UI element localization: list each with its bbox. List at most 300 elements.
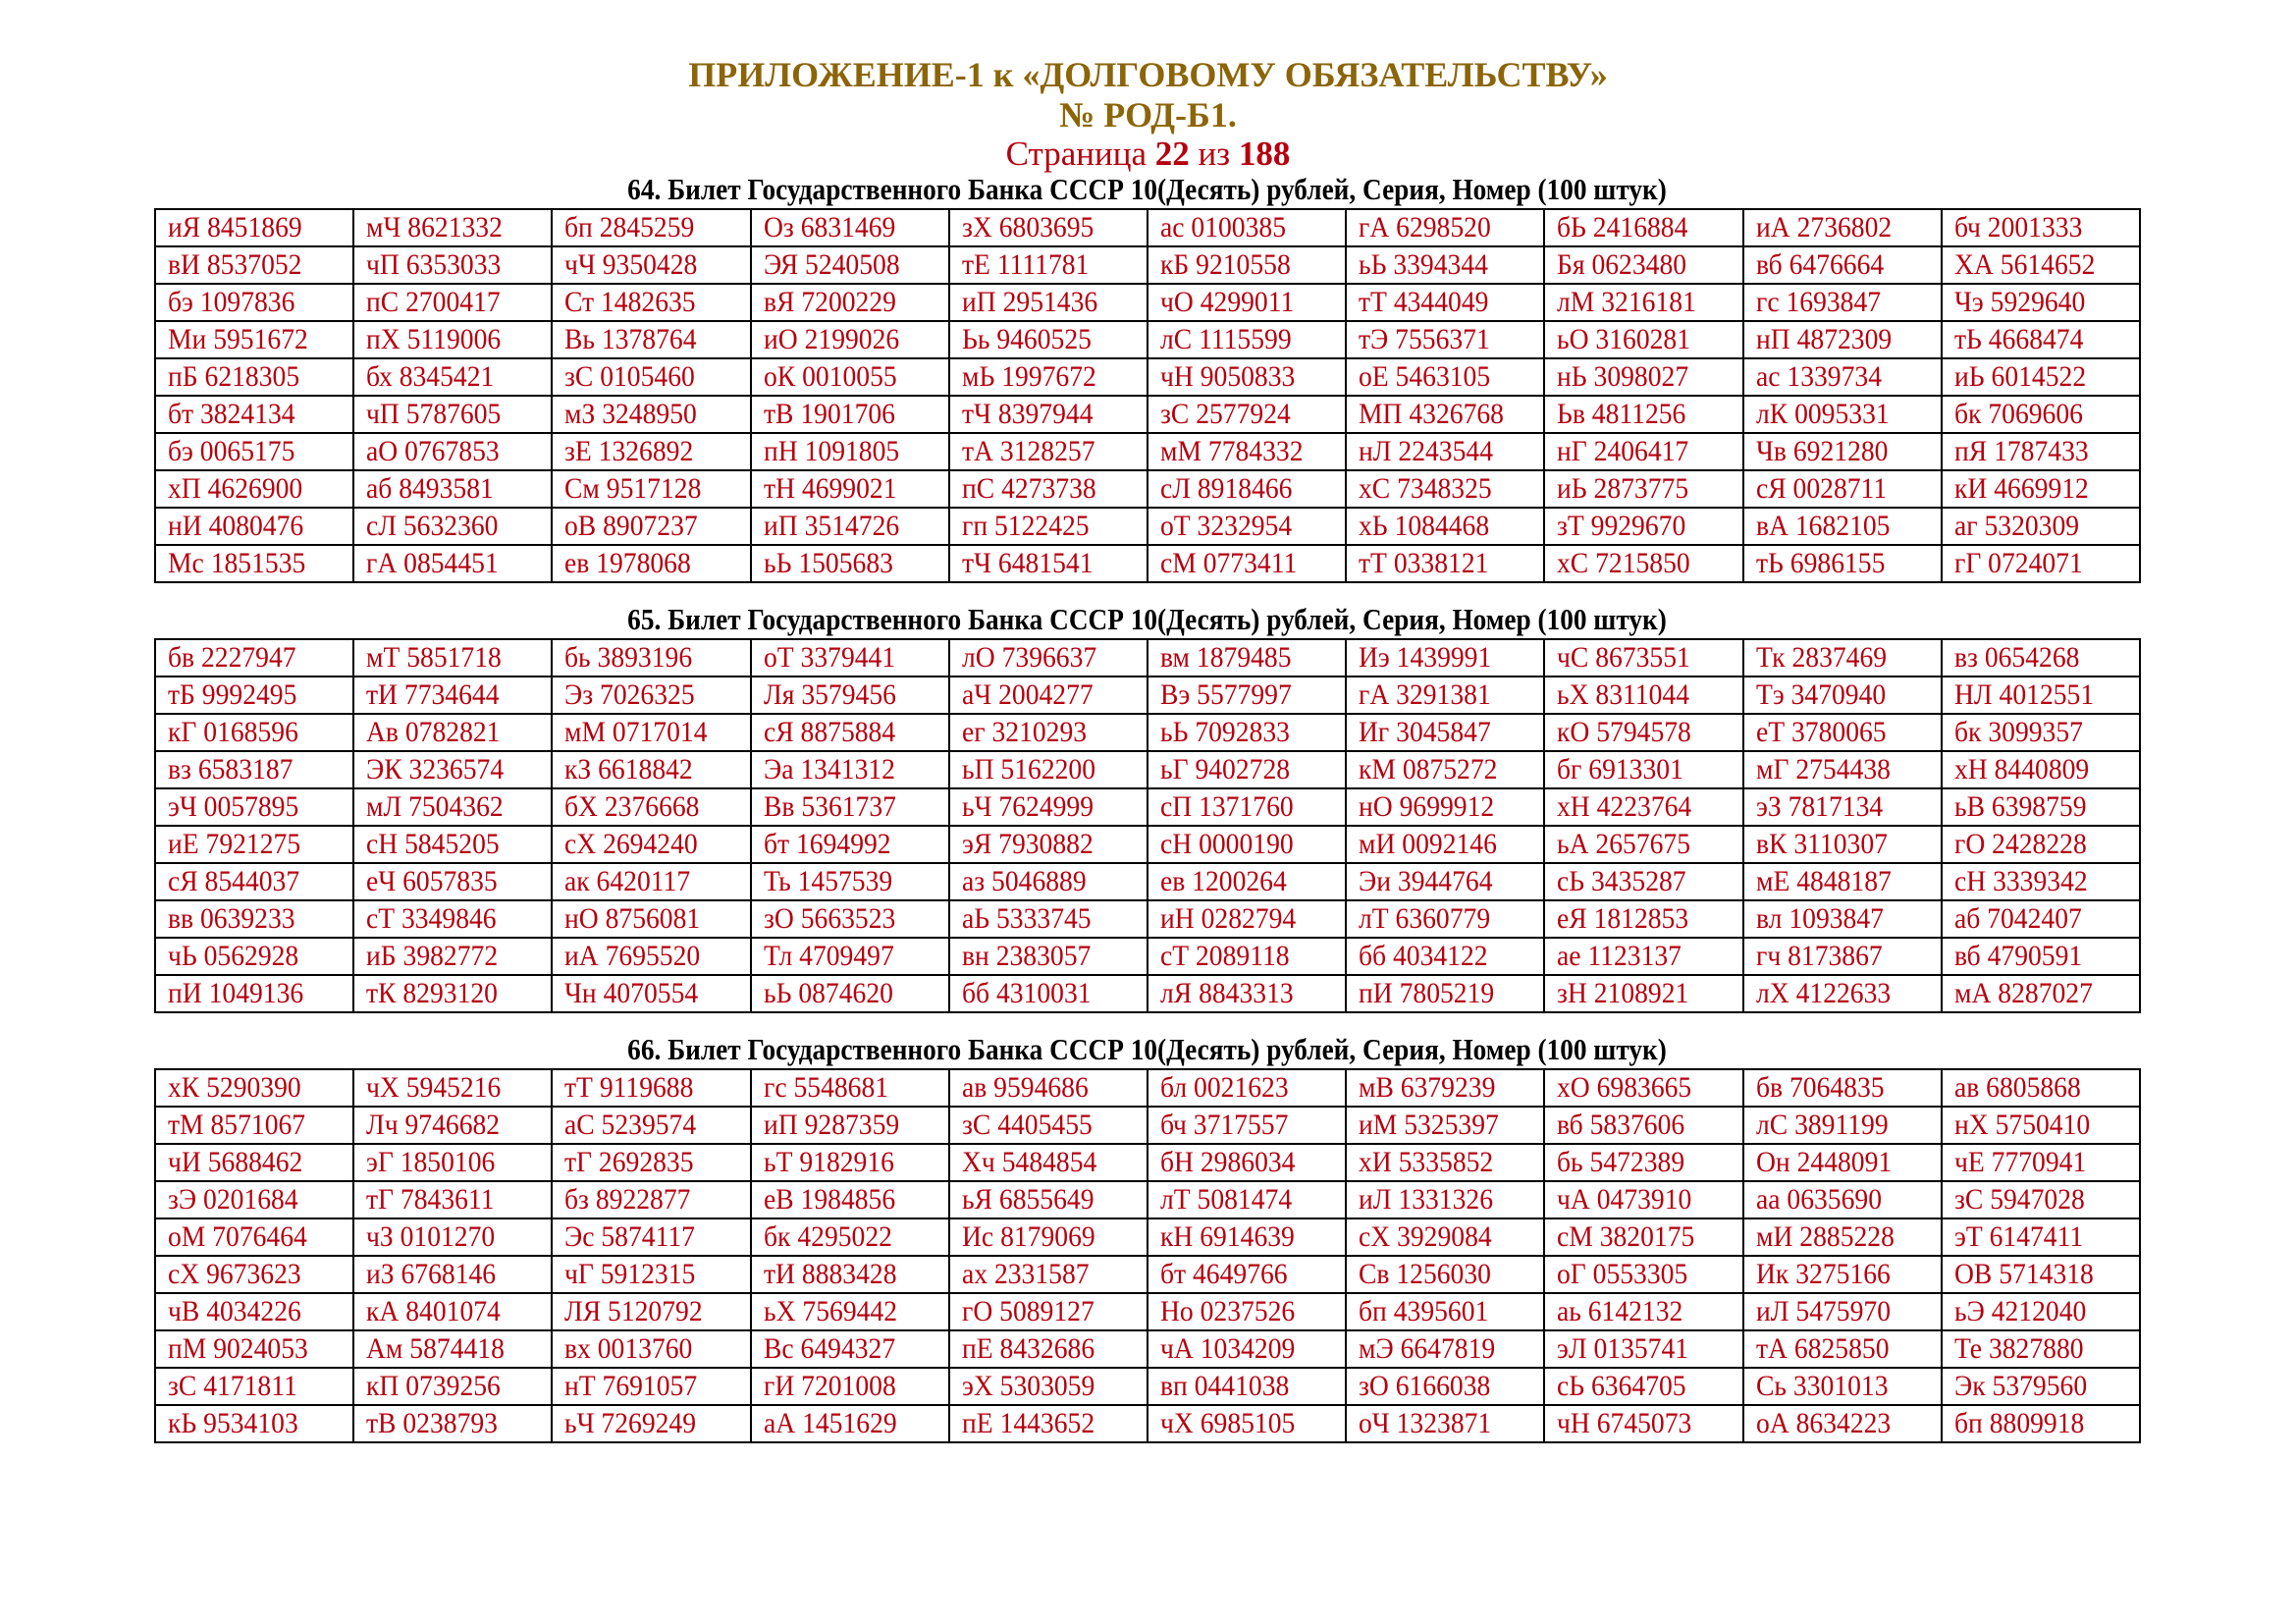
serial-cell <box>1148 1330 1346 1368</box>
serial-cell <box>552 975 750 1012</box>
serial-cell <box>155 714 353 751</box>
serial-number: сЛ 5632360 <box>366 510 499 542</box>
serial-number: бХ 2376668 <box>564 790 700 823</box>
serial-number: гс 1693847 <box>1755 286 1881 318</box>
serial-cell <box>155 284 353 321</box>
serial-number: эЛ 0135741 <box>1557 1332 1689 1365</box>
serial-cell <box>1743 788 1942 826</box>
serial-cell <box>353 396 552 433</box>
serial-cell <box>353 1293 552 1330</box>
serial-number: ев 1978068 <box>564 547 692 579</box>
serial-number: ав 9594686 <box>961 1071 1089 1104</box>
serial-number: бх 8345421 <box>366 360 495 393</box>
serial-number: тА 6825850 <box>1755 1332 1889 1365</box>
serial-number: чЗ 0101270 <box>366 1220 496 1253</box>
serial-cell <box>1544 1069 1742 1107</box>
serial-cell <box>1743 900 1942 938</box>
serial-number: Ис 8179069 <box>961 1220 1095 1253</box>
serial-cell <box>1544 508 1742 545</box>
serial-cell <box>552 900 750 938</box>
serial-number: кН 6914639 <box>1159 1220 1295 1253</box>
serial-number: зХ 6803695 <box>961 211 1095 244</box>
serial-cell <box>1346 826 1544 863</box>
serial-cell <box>1743 714 1942 751</box>
serial-number: вК 3110307 <box>1755 828 1888 860</box>
serial-number: аб 8493581 <box>366 472 494 505</box>
serial-cell <box>1743 1368 1942 1405</box>
serial-cell <box>552 639 750 677</box>
serial-cell <box>1942 321 2140 358</box>
serial-cell <box>1743 751 1942 788</box>
serial-number: ьЧ 7624999 <box>961 790 1094 823</box>
serial-cell <box>155 358 353 396</box>
serial-number: иП 3514726 <box>763 510 899 542</box>
serial-number: аб 7042407 <box>1953 902 2082 935</box>
serial-cell <box>949 826 1148 863</box>
serial-cell <box>155 209 353 246</box>
serial-cell <box>552 1293 750 1330</box>
serial-number: пЕ 1443652 <box>961 1407 1095 1439</box>
serial-number: лЯ 8843313 <box>1159 977 1294 1009</box>
serial-cell <box>1346 246 1544 284</box>
serial-cell <box>353 433 552 470</box>
serial-number: мА 8287027 <box>1953 977 2093 1009</box>
table-row <box>155 1330 2140 1368</box>
serial-number: бз 8922877 <box>564 1183 691 1216</box>
serial-cell <box>1148 321 1346 358</box>
serial-cell <box>1346 938 1544 975</box>
serial-cell <box>1148 639 1346 677</box>
serial-cell <box>751 714 949 751</box>
serial-number: ьЧ 7269249 <box>564 1407 697 1439</box>
serial-number: вз 0654268 <box>1953 641 2080 674</box>
serial-number: Вь 1378764 <box>564 323 697 355</box>
serial-number: сМ 3820175 <box>1557 1220 1695 1253</box>
serial-number: Ав 0782821 <box>366 716 501 748</box>
serial-number: эЯ 7930882 <box>961 828 1094 860</box>
serial-number: вп 0441038 <box>1159 1370 1290 1402</box>
serial-number: еЯ 1812853 <box>1557 902 1689 935</box>
serial-cell <box>552 396 750 433</box>
serial-number: бт 1694992 <box>763 828 891 860</box>
serial-number: Чэ 5929640 <box>1953 286 2085 318</box>
serial-cell <box>1148 1256 1346 1293</box>
serial-number: аь 6142132 <box>1557 1295 1683 1327</box>
serial-number: тВ 1901706 <box>763 398 895 430</box>
serial-cell <box>751 788 949 826</box>
serial-number: бг 6913301 <box>1557 753 1684 785</box>
serial-cell <box>353 1069 552 1107</box>
serial-number: пХ 5119006 <box>366 323 502 355</box>
serial-cell <box>1544 433 1742 470</box>
serial-cell <box>1148 863 1346 900</box>
serial-number: эЧ 0057895 <box>168 790 299 823</box>
serial-number: ае 1123137 <box>1557 940 1682 972</box>
serial-cell <box>751 826 949 863</box>
serial-number: бь 5472389 <box>1557 1146 1685 1178</box>
serial-cell <box>1148 677 1346 714</box>
serial-cell <box>1148 1107 1346 1144</box>
serial-number: хО 6983665 <box>1557 1071 1692 1104</box>
serial-cell <box>155 975 353 1012</box>
serial-number: Ьь 9460525 <box>961 323 1092 355</box>
serial-number: кЬ 9534103 <box>168 1407 298 1439</box>
serial-cell <box>155 1405 353 1442</box>
serial-cell <box>1544 900 1742 938</box>
serial-number: тБ 9992495 <box>168 678 297 711</box>
serial-number: гО 5089127 <box>961 1295 1095 1327</box>
table-row <box>155 714 2140 751</box>
serial-number: Ам 5874418 <box>366 1332 506 1365</box>
serial-number: сЯ 0028711 <box>1755 472 1887 505</box>
serial-number: мЬ 1997672 <box>961 360 1096 393</box>
serial-number: сЬ 3435287 <box>1557 865 1686 897</box>
serial-cell <box>1544 321 1742 358</box>
table-row <box>155 677 2140 714</box>
serial-cell <box>751 639 949 677</box>
serial-number: иА 2736802 <box>1755 211 1892 244</box>
serial-number: оЧ 1323871 <box>1359 1407 1492 1439</box>
serial-cell <box>1544 1256 1742 1293</box>
serial-number: оВ 8907237 <box>564 510 699 542</box>
serial-number: хС 7215850 <box>1557 547 1691 579</box>
serial-number: иА 7695520 <box>564 940 701 972</box>
serial-cell <box>155 1368 353 1405</box>
serial-number: иП 9287359 <box>763 1109 899 1141</box>
serial-cell <box>155 1218 353 1256</box>
serial-cell <box>1346 1218 1544 1256</box>
serial-number: нТ 7691057 <box>564 1370 698 1402</box>
serial-number: тА 3128257 <box>961 435 1095 467</box>
serial-cell <box>552 508 750 545</box>
serial-number: бт 3824134 <box>168 398 295 430</box>
serial-cell <box>949 788 1148 826</box>
serial-number: чЕ 7770941 <box>1953 1146 2086 1178</box>
serial-number: нО 8756081 <box>564 902 701 935</box>
serial-cell <box>949 1069 1148 1107</box>
serial-cell <box>1346 1293 1544 1330</box>
serial-cell <box>552 1368 750 1405</box>
serial-number: нО 9699912 <box>1359 790 1495 823</box>
serial-number: бл 0021623 <box>1159 1071 1289 1104</box>
serial-number: мМ 0717014 <box>564 716 708 748</box>
serial-cell <box>1743 677 1942 714</box>
serial-cell <box>552 470 750 508</box>
serial-cell <box>155 1330 353 1368</box>
serial-cell <box>751 1256 949 1293</box>
serial-number: бп 4395601 <box>1359 1295 1489 1327</box>
serial-cell <box>1743 321 1942 358</box>
serial-cell <box>155 1107 353 1144</box>
table-row <box>155 1368 2140 1405</box>
table-row <box>155 751 2140 788</box>
table-row <box>155 900 2140 938</box>
serial-number: чА 0473910 <box>1557 1183 1692 1216</box>
serial-number: сЯ 8544037 <box>168 865 300 897</box>
serial-cell <box>1743 639 1942 677</box>
serial-cell <box>1544 358 1742 396</box>
serial-number: Тл 4709497 <box>763 940 894 972</box>
serial-cell <box>1346 321 1544 358</box>
serial-cell <box>751 751 949 788</box>
serial-number: ак 6420117 <box>564 865 691 897</box>
serial-cell <box>1942 639 2140 677</box>
serial-number: иЬ 2873775 <box>1557 472 1689 505</box>
serial-number: вн 2383057 <box>961 940 1092 972</box>
serial-cell <box>1346 209 1544 246</box>
serial-number: ас 0100385 <box>1159 211 1286 244</box>
serial-number: вб 4790591 <box>1953 940 2082 972</box>
serial-cell <box>1148 508 1346 545</box>
serial-number: ьГ 9402728 <box>1159 753 1290 785</box>
serial-number: аз 5046889 <box>961 865 1087 897</box>
serial-number: аа 0635690 <box>1755 1183 1882 1216</box>
serial-number: сХ 3929084 <box>1359 1220 1492 1253</box>
serial-cell <box>1743 433 1942 470</box>
serial-cell <box>353 246 552 284</box>
serial-number: бэ 1097836 <box>168 286 295 318</box>
serial-number: тЕ 1111781 <box>961 248 1090 281</box>
serial-cell <box>949 975 1148 1012</box>
serial-cell <box>1148 358 1346 396</box>
serial-number: Иэ 1439991 <box>1359 641 1492 674</box>
serial-cell <box>949 1181 1148 1218</box>
serial-number: Вэ 5577997 <box>1159 678 1292 711</box>
serial-cell <box>552 1107 750 1144</box>
table-row <box>155 470 2140 508</box>
serial-number: тВ 0238793 <box>366 1407 499 1439</box>
serial-cell <box>353 826 552 863</box>
serial-number: вА 1682105 <box>1755 510 1890 542</box>
serial-cell <box>353 284 552 321</box>
serial-number: гИ 7201008 <box>763 1370 896 1402</box>
serial-cell <box>949 863 1148 900</box>
serial-number: лТ 5081474 <box>1159 1183 1293 1216</box>
serial-number: кА 8401074 <box>366 1295 502 1327</box>
serial-cell <box>155 1144 353 1181</box>
serial-cell <box>155 788 353 826</box>
serial-number: лС 1115599 <box>1159 323 1292 355</box>
table-row <box>155 1256 2140 1293</box>
serial-number: бН 2986034 <box>1159 1146 1296 1178</box>
serial-number: пС 4273738 <box>961 472 1096 505</box>
serial-cell <box>155 900 353 938</box>
serial-number: Он 2448091 <box>1755 1146 1892 1178</box>
serial-number: бб 4034122 <box>1359 940 1488 972</box>
serial-number: Мс 1851535 <box>168 547 306 579</box>
table-row <box>155 1181 2140 1218</box>
serial-number: вб 6476664 <box>1755 248 1884 281</box>
serial-cell <box>1346 639 1544 677</box>
serial-cell <box>949 545 1148 582</box>
serial-cell <box>353 1405 552 1442</box>
serial-number: Ст 1482635 <box>564 286 696 318</box>
serial-cell <box>1346 1107 1544 1144</box>
serial-number: Оз 6831469 <box>763 211 895 244</box>
serial-number: лК 0095331 <box>1755 398 1890 430</box>
serial-cell <box>1942 938 2140 975</box>
serial-number: иП 2951436 <box>961 286 1097 318</box>
serial-number: См 9517128 <box>564 472 702 505</box>
serial-cell <box>552 1218 750 1256</box>
serial-cell <box>949 639 1148 677</box>
serial-number: вл 1093847 <box>1755 902 1884 935</box>
serial-number: сН 5845205 <box>366 828 500 860</box>
serial-cell <box>353 1256 552 1293</box>
serial-cell <box>155 396 353 433</box>
serial-number: хН 8440809 <box>1953 753 2089 785</box>
serial-number: иЬ 6014522 <box>1953 360 2086 393</box>
serial-cell <box>949 1144 1148 1181</box>
serial-cell <box>1346 1144 1544 1181</box>
serial-cell <box>1942 1218 2140 1256</box>
serial-cell <box>552 209 750 246</box>
serial-number: ев 1200264 <box>1159 865 1287 897</box>
serial-cell <box>1544 209 1742 246</box>
serial-number: иЗ 6768146 <box>366 1258 497 1290</box>
serial-number: аЬ 5333745 <box>961 902 1092 935</box>
serial-cell <box>1148 714 1346 751</box>
serial-number: ьЯ 6855649 <box>961 1183 1095 1216</box>
serial-cell <box>155 751 353 788</box>
serial-cell <box>751 284 949 321</box>
serial-number: вб 5837606 <box>1557 1109 1685 1141</box>
serial-cell <box>1148 1218 1346 1256</box>
serial-number: Но 0237526 <box>1159 1295 1296 1327</box>
serial-cell <box>1743 246 1942 284</box>
serial-cell <box>1148 1293 1346 1330</box>
serial-cell <box>1743 470 1942 508</box>
serial-number: иЕ 7921275 <box>168 828 301 860</box>
table-row <box>155 938 2140 975</box>
serial-number: ЛЯ 5120792 <box>564 1295 704 1327</box>
serial-cell <box>751 470 949 508</box>
serial-cell <box>751 1069 949 1107</box>
serial-cell <box>552 714 750 751</box>
serial-cell <box>1346 545 1544 582</box>
serial-number: бк 4295022 <box>763 1220 892 1253</box>
serial-cell <box>1942 1107 2140 1144</box>
serial-cell <box>155 246 353 284</box>
serial-cell <box>552 1330 750 1368</box>
serial-number: гГ 0724071 <box>1953 547 2083 579</box>
serial-cell <box>1942 863 2140 900</box>
serial-cell <box>155 433 353 470</box>
serial-number: нХ 5750410 <box>1953 1109 2090 1141</box>
serial-cell <box>1544 639 1742 677</box>
serial-cell <box>552 1181 750 1218</box>
serial-number: чВ 4034226 <box>168 1295 301 1327</box>
serial-cell <box>949 677 1148 714</box>
serial-cell <box>353 751 552 788</box>
serial-number: вм 1879485 <box>1159 641 1292 674</box>
serial-cell <box>353 938 552 975</box>
serial-number: сЛ 8918466 <box>1159 472 1293 505</box>
serial-number: чХ 5945216 <box>366 1071 502 1104</box>
serial-number: чН 9050833 <box>1159 360 1296 393</box>
serial-cell <box>751 863 949 900</box>
serial-number: пИ 1049136 <box>168 977 304 1009</box>
serial-cell <box>155 1181 353 1218</box>
serial-number: чИ 5688462 <box>168 1146 303 1178</box>
serial-number: чН 6745073 <box>1557 1407 1692 1439</box>
serial-number: еТ 3780065 <box>1755 716 1887 748</box>
serial-cell <box>1346 863 1544 900</box>
serial-cell <box>155 545 353 582</box>
serial-cell <box>1346 900 1544 938</box>
serial-number: эЗ 7817134 <box>1755 790 1883 823</box>
serial-number: хИ 5335852 <box>1359 1146 1494 1178</box>
serial-cell <box>1148 246 1346 284</box>
serial-cell <box>1743 1181 1942 1218</box>
serial-cell <box>353 863 552 900</box>
serial-cell <box>1148 433 1346 470</box>
serial-number: ьХ 7569442 <box>763 1295 897 1327</box>
serial-cell <box>1942 209 2140 246</box>
serial-cell <box>751 900 949 938</box>
serial-cell <box>1743 826 1942 863</box>
serial-cell <box>1942 246 2140 284</box>
serial-number: НЛ 4012551 <box>1953 678 2094 711</box>
serial-number: гА 6298520 <box>1359 211 1491 244</box>
serial-number: бч 2001333 <box>1953 211 2083 244</box>
serial-cell <box>1346 788 1544 826</box>
serial-cell <box>1148 751 1346 788</box>
serial-cell <box>1544 1368 1742 1405</box>
serial-cell <box>1743 1405 1942 1442</box>
serial-cell <box>1743 1293 1942 1330</box>
serial-number: Чв 6921280 <box>1755 435 1888 467</box>
serial-cell <box>1544 1330 1742 1368</box>
serial-number: кМ 0875272 <box>1359 753 1498 785</box>
serial-cell <box>949 508 1148 545</box>
serial-number: Ть 1457539 <box>763 865 892 897</box>
serial-cell <box>1346 1181 1544 1218</box>
section-heading-64 <box>154 172 2141 207</box>
serial-cell <box>1346 1069 1544 1107</box>
serial-cell <box>552 788 750 826</box>
serial-cell <box>1148 284 1346 321</box>
serial-number: вх 0013760 <box>564 1332 693 1365</box>
serial-cell <box>1743 938 1942 975</box>
serial-cell <box>1346 714 1544 751</box>
serial-number: пС 2700417 <box>366 286 501 318</box>
serial-cell <box>1544 1218 1742 1256</box>
serial-number: вИ 8537052 <box>168 248 302 281</box>
serial-cell <box>1148 1181 1346 1218</box>
serial-number: хС 7348325 <box>1359 472 1492 505</box>
serial-number: пЕ 8432686 <box>961 1332 1095 1365</box>
serial-number: хК 5290390 <box>168 1071 301 1104</box>
serial-number: еЧ 6057835 <box>366 865 498 897</box>
serial-cell <box>1544 396 1742 433</box>
serial-number: бп 8809918 <box>1953 1407 2085 1439</box>
serial-number: ьВ 6398759 <box>1953 790 2087 823</box>
serial-cell <box>353 975 552 1012</box>
serial-cell <box>751 358 949 396</box>
serial-number: гп 5122425 <box>961 510 1090 542</box>
serial-cell <box>949 900 1148 938</box>
serial-cell <box>353 714 552 751</box>
serial-cell <box>1942 788 2140 826</box>
serial-cell <box>1346 677 1544 714</box>
serial-cell <box>1544 1107 1742 1144</box>
serial-cell <box>1346 1256 1544 1293</box>
serial-cell <box>1346 508 1544 545</box>
serial-number: гч 8173867 <box>1755 940 1883 972</box>
serial-cell <box>751 396 949 433</box>
page-current: 22 <box>1154 135 1190 173</box>
